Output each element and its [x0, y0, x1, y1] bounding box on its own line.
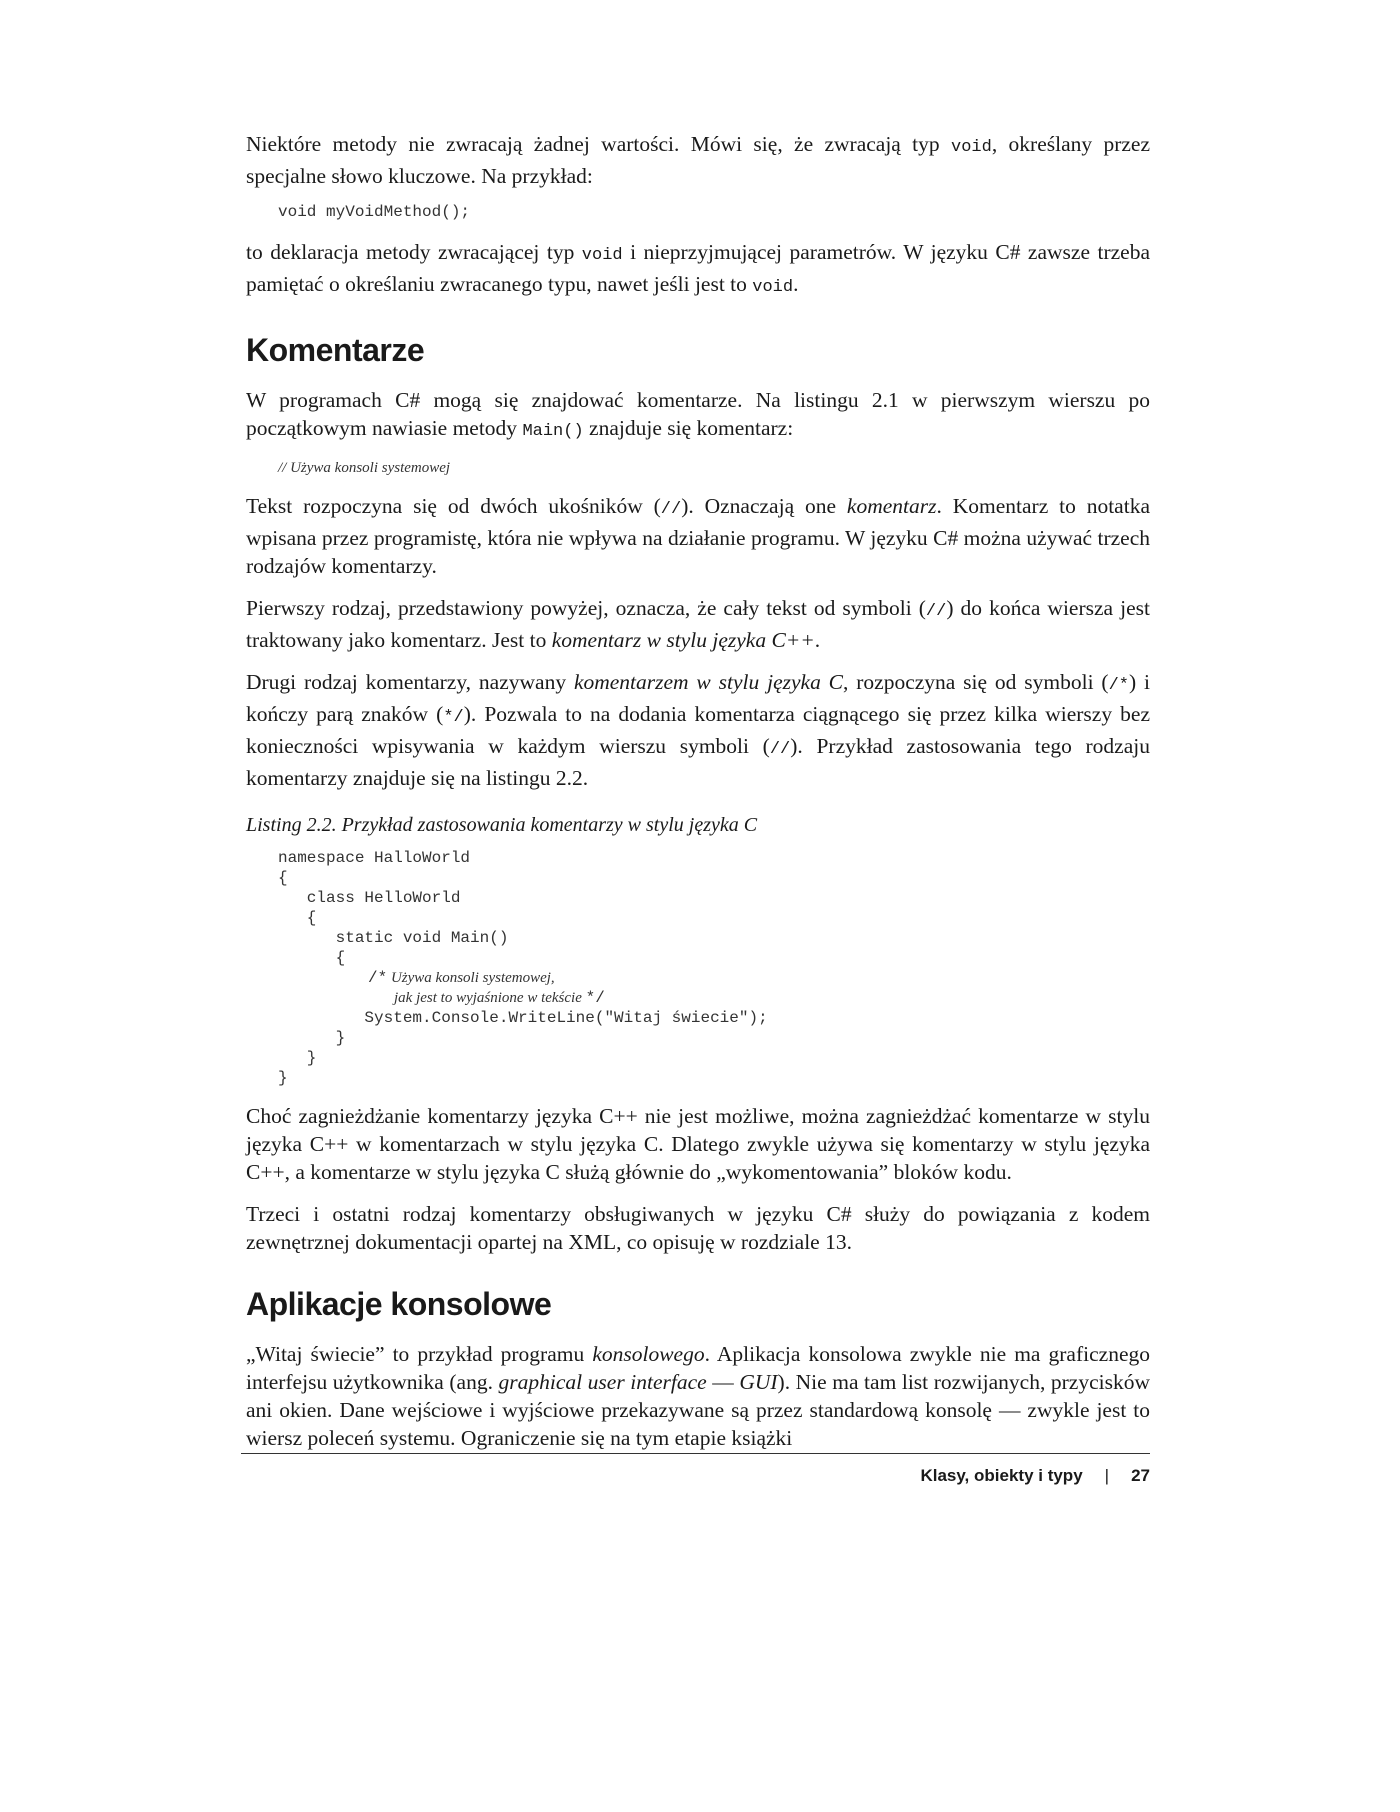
inline-code: Main() [522, 422, 584, 441]
text: Niektóre metody nie zwracają żadnej wartości. Mówi się, że zwracają typ [246, 132, 951, 156]
text: , określany przez specjalne słowo kluczowe. Na przykład: [246, 132, 1150, 188]
paragraph-nesting: Choć zagnieżdżanie komentarzy języka C++ nie jest możliwe, można zagnieżdżać komentarze w stylu języka C++ w komentarzach w stylu języka C. Dlatego zwykle używa się komentarzy w stylu języka C++, a komentarze w stylu języka C służą głównie do „wykomentowania” bloków kodu. [246, 1104, 1150, 1184]
text: W programach C# mogą się znajdować komentarze. Na listingu 2.1 w pierwszym wierszu po początkowym nawiasie metody [246, 388, 1150, 440]
footer-text [920, 1466, 1150, 1486]
code-line: } [278, 1029, 346, 1047]
comment-text: jak jest to wyjaśnione w tekście [394, 990, 586, 1006]
code-line: System.Console.WriteLine("Witaj świecie"); [278, 1009, 768, 1027]
footer-separator: | [1104, 1466, 1110, 1485]
inline-code: void [951, 138, 992, 157]
code-example-comment: // Używa konsoli systemowej [278, 460, 451, 476]
paragraph-void-intro [246, 130, 1150, 190]
listing-code-block [278, 848, 1150, 1088]
emphasis: komentarz [846, 494, 937, 518]
code-line: } [278, 1069, 288, 1087]
code-line: class HelloWorld [278, 889, 461, 907]
code-example-void-method: void myVoidMethod(); [278, 203, 471, 221]
text: Tekst rozpoczyna się od dwóch ukośników ( [246, 494, 661, 518]
text: . Aplikacja konsolowa zwykle nie ma graficznego interfejsu użytkownika (ang. [246, 1342, 1150, 1394]
comment-text: Używa konsoli systemowej, [387, 970, 555, 986]
text: . [793, 272, 799, 296]
code-line: { [278, 909, 317, 927]
text: ). Przykład zastosowania tego rodzaju komentarzy znajduje się na listingu 2.2. [246, 734, 1150, 790]
footer-chapter-title: Klasy, obiekty i typy [920, 1466, 1083, 1485]
code-line: static void Main() [278, 929, 509, 947]
text: . Komentarz to notatka wpisana przez programistę, która nie wpływa na działanie programu. W języku C# można używać trzech rodzajów komentarzy. [246, 494, 1150, 578]
inline-code: */ [443, 708, 464, 727]
code-line: { [278, 869, 288, 887]
paragraph-c-comments [246, 668, 1150, 792]
section-heading-aplikacje-konsolowe: Aplikacje konsolowe [246, 1286, 552, 1322]
paragraph-comment-definition [246, 492, 1150, 580]
footer-page-number: 27 [1131, 1466, 1150, 1485]
section-heading-komentarze: Komentarze [246, 332, 425, 368]
paragraph-cpp-comments [246, 594, 1150, 654]
text: „Witaj świecie” to przykład programu [246, 1342, 593, 1366]
code-comment-line [278, 968, 1150, 988]
emphasis: konsolowego [592, 1342, 705, 1366]
text: ). Pozwala to na dodania komentarza ciągnącego się przez kilka wierszy bez konieczności wpisywania w każdym wierszu symboli ( [246, 702, 1150, 758]
emphasis: GUI [739, 1370, 778, 1394]
text: to deklaracja metody zwracającej typ [246, 240, 582, 264]
text: i nieprzyjmującej parametrów. W języku C# zawsze trzeba pamiętać o określaniu zwracanego typu, nawet jeśli jest to [246, 240, 1150, 296]
comment-marker: /* [368, 969, 388, 987]
emphasis: komentarz w stylu języka C++ [551, 628, 815, 652]
code-comment-line [278, 988, 1150, 1008]
inline-code: // [769, 740, 791, 759]
inline-code: void [752, 278, 794, 297]
text: Pierwszy rodzaj, przedstawiony powyżej, oznacza, że cały tekst od symboli ( [246, 596, 926, 620]
emphasis: komentarzem w stylu języka C [573, 670, 844, 694]
inline-code: /* [1108, 676, 1129, 695]
code-line: } [278, 1049, 317, 1067]
emphasis: graphical user interface [498, 1370, 707, 1394]
text: Drugi rodzaj komentarzy, nazywany [246, 670, 574, 694]
inline-code: void [581, 246, 623, 265]
text: znajduje się komentarz: [583, 416, 794, 440]
page-footer [241, 1453, 1150, 1485]
paragraph-console-apps [246, 1340, 1150, 1452]
code-line: { [278, 949, 346, 967]
comment-marker: */ [585, 989, 605, 1007]
inline-code: // [660, 500, 682, 519]
text: ). Nie ma tam list rozwijanych, przycisków ani okien. Dane wejściowe i wyjściowe przekazywane są przez standardową konsolę — zwykle jest to wiersz poleceń systemu. Ograniczenie się na tym etapie książki [246, 1370, 1151, 1450]
paragraph-void-declaration [246, 238, 1150, 302]
inline-code: // [925, 602, 947, 621]
text: ) do końca wiersza jest traktowany jako komentarz. Jest to [246, 596, 1150, 652]
paragraph-comments-intro [246, 386, 1150, 446]
listing-caption: Listing 2.2. Przykład zastosowania komentarzy w stylu języka C [246, 814, 758, 836]
page-content [246, 130, 1150, 1466]
text: , rozpoczyna się od symboli ( [843, 670, 1109, 694]
paragraph-xml-comments: Trzeci i ostatni rodzaj komentarzy obsługiwanych w języku C# służy do powiązania z kodem zewnętrznej dokumentacji opartej na XML, co opisuję w rozdziale 13. [246, 1202, 1150, 1254]
text: ) i kończy parą znaków ( [246, 670, 1150, 726]
code-line: namespace HalloWorld [278, 849, 471, 867]
text: — [706, 1370, 740, 1394]
text: . [814, 628, 821, 652]
text: ). Oznaczają one [681, 494, 847, 518]
